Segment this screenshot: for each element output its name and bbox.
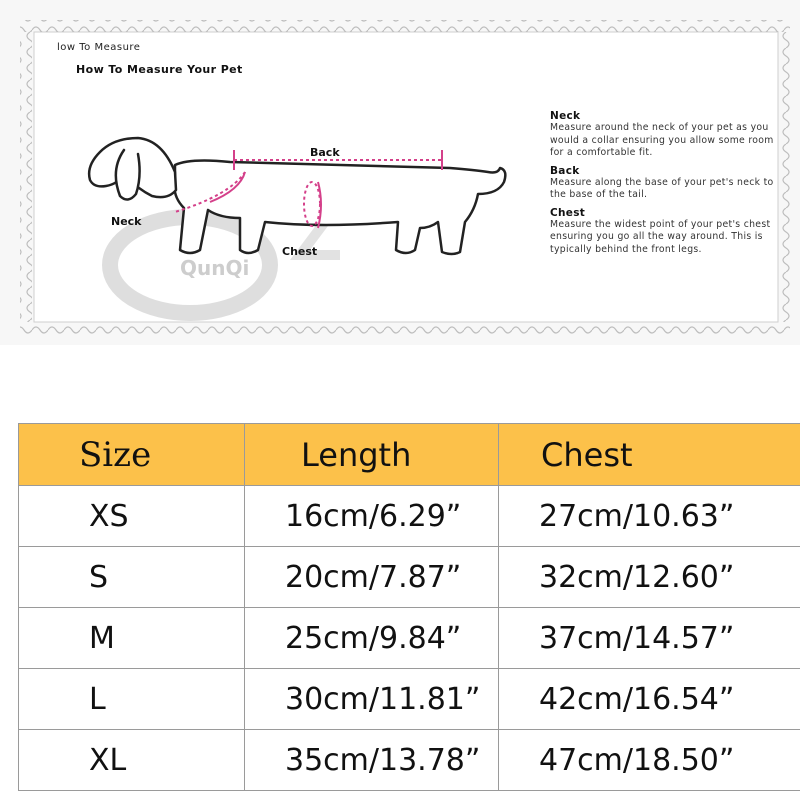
- desc-neck: [550, 110, 780, 160]
- table-row: [19, 608, 800, 669]
- cell-chest: 37cm/14.57”: [499, 608, 800, 669]
- label-neck: Neck: [111, 215, 142, 228]
- size-table: [18, 423, 800, 791]
- dog-body-outline: [174, 161, 505, 254]
- table-row: [19, 486, 800, 547]
- table-row: [19, 730, 800, 791]
- desc-chest: [550, 207, 780, 257]
- desc-text: Measure along the base of your pet's neck to the base of the tail.: [550, 176, 774, 200]
- guide-subheading: How To Measure Your Pet: [76, 63, 243, 76]
- cell-chest: 32cm/12.60”: [499, 547, 800, 608]
- cell-size: S: [19, 547, 245, 608]
- header-size: Size: [19, 424, 245, 486]
- watermark-text: QunQi: [180, 256, 250, 280]
- cell-size: L: [19, 669, 245, 730]
- cell-length: 25cm/9.84”: [245, 608, 499, 669]
- cell-size: XL: [19, 730, 245, 791]
- table-row: [19, 547, 800, 608]
- desc-title: Chest: [550, 206, 586, 219]
- cell-chest: 27cm/10.63”: [499, 486, 800, 547]
- cell-length: 35cm/13.78”: [245, 730, 499, 791]
- header-length: Length: [245, 424, 499, 486]
- desc-text: Measure around the neck of your pet as you would a collar ensuring you allow some room for a comfortable fit.: [550, 122, 774, 158]
- cell-length: 30cm/11.81”: [245, 669, 499, 730]
- measure-descriptions: [550, 110, 780, 261]
- cell-length: 20cm/7.87”: [245, 547, 499, 608]
- cell-size: M: [19, 608, 245, 669]
- cell-chest: 42cm/16.54”: [499, 669, 800, 730]
- cell-length: 16cm/6.29”: [245, 486, 499, 547]
- table-row: [19, 669, 800, 730]
- desc-back: [550, 165, 780, 202]
- table-header-row: [19, 424, 800, 486]
- cell-chest: 47cm/18.50”: [499, 730, 800, 791]
- measuring-guide: [0, 0, 800, 345]
- desc-text: Measure the widest point of your pet's chest ensuring you go all the way around. This is typically behind the front legs.: [550, 218, 771, 255]
- desc-title: Neck: [550, 110, 581, 122]
- cell-size: XS: [19, 486, 245, 547]
- dog-ear-outline: [116, 150, 140, 200]
- label-chest: Chest: [282, 245, 318, 258]
- guide-heading: low To Measure: [57, 42, 141, 53]
- header-chest: Chest: [499, 424, 800, 486]
- desc-title: Back: [550, 164, 580, 177]
- label-back: Back: [310, 146, 340, 159]
